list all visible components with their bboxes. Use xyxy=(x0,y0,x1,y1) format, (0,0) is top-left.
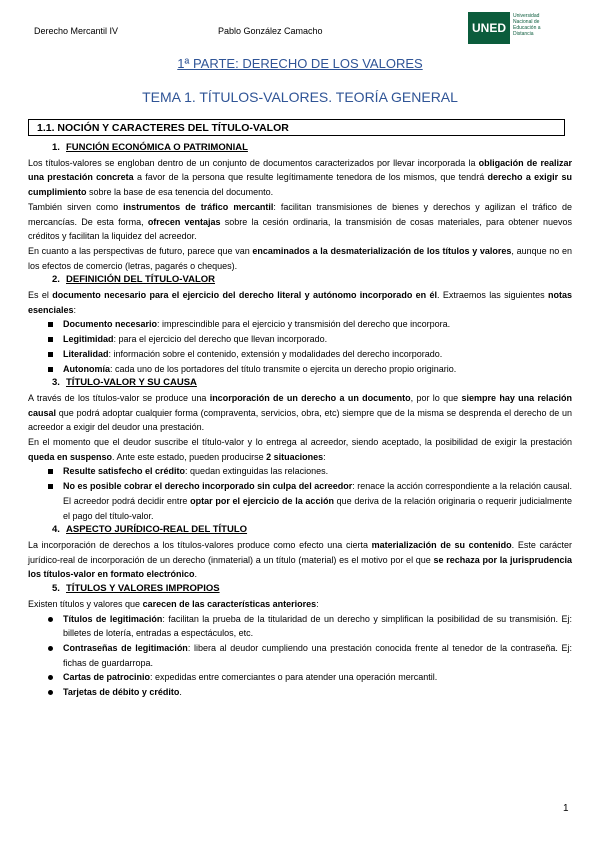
list-item: Autonomía: cada uno de los portadores del título transmite o ejercita un derecho propio originario. xyxy=(28,362,572,377)
paragraph: En el momento que el deudor suscribe el título-valor y lo entrega al acreedor, siendo aceptado, la posibilidad de exigir la prestación queda en suspenso. Ante este estado, pueden producirse 2 situaciones: xyxy=(28,437,572,462)
section-title: TÍTULOS Y VALORES IMPROPIOS xyxy=(66,583,220,595)
list-item: Resulte satisfecho el crédito: quedan extinguidas las relaciones. xyxy=(28,464,572,479)
list-item: Tarjetas de débito y crédito. xyxy=(28,685,572,700)
square-bullet-list xyxy=(28,317,572,376)
paragraph: A través de los títulos-valor se produce una incorporación de un derecho a un documento, por lo que siempre hay una relación causal que podrá adoptar cualquier forma (compraventa, servicios, obra, etc) siempre que de la misma se desprenda el derecho de un acreedor a exigir del deudor una prestación. xyxy=(28,392,572,433)
round-bullet-list xyxy=(28,612,572,700)
section-title: DEFINICIÓN DEL TÍTULO-VALOR xyxy=(66,274,216,286)
paragraph: En cuanto a las perspectivas de futuro, parece que van encaminados a la desmaterialización de los títulos y valores, aunque no en los efectos de comercio (letras, pagarés o cheques). xyxy=(28,245,573,271)
logo-subtitle: Universidad Nacional de Educación a Distancia xyxy=(513,13,541,37)
paragraph: Es el documento necesario para el ejercicio del derecho literal y autónomo incorporado en él. Extraemos las siguientes notas esenciales: xyxy=(28,290,572,315)
paragraph: La incorporación de derechos a los títulos-valores produce como efecto una cierta materialización de su contenido. Este carácter jurídico-real de incorporación de un derecho (inmaterial) a un título (material) es el motivo por el que se rechaza por la jurisprudencia los títulos-valor en formato electrónico. xyxy=(28,539,573,580)
uned-logo xyxy=(468,12,550,44)
section-number: 1. xyxy=(52,142,60,153)
header-subject: Derecho Mercantil IV xyxy=(34,26,119,36)
header-author: Pablo González Camacho xyxy=(218,26,323,36)
document-body xyxy=(28,141,572,700)
section-heading xyxy=(28,141,572,156)
logo-mark: UNED xyxy=(468,12,510,44)
part-title: 1ª PARTE: DERECHO DE LOS VALORES xyxy=(177,56,423,71)
section-title: TÍTULO-VALOR Y SU CAUSA xyxy=(66,377,197,389)
section-box-title: 1.1. NOCIÓN Y CARACTERES DEL TÍTULO-VALOR xyxy=(28,119,565,136)
section-number: 3. xyxy=(52,377,60,389)
section-heading xyxy=(28,376,572,391)
paragraph: Existen títulos y valores que carecen de las características anteriores: xyxy=(28,598,319,609)
square-bullet-list xyxy=(28,464,572,523)
paragraph: También sirven como instrumentos de tráfico mercantil: facilitan transmisiones de bienes y derechos y agilizan el tráfico de mercancías. De esta forma, ofrecen ventajas sobre la cesión ordinaria, la transmisión de cosas materiales, para obtener nuevos créditos y facilitan la liquidez del acreedor. xyxy=(28,201,572,242)
section-number: 4. xyxy=(52,524,60,536)
tema-title: TEMA 1. TÍTULOS-VALORES. TEORÍA GENERAL xyxy=(142,89,458,105)
section-heading xyxy=(28,523,572,538)
section-heading xyxy=(28,582,572,597)
section-title: ASPECTO JURÍDICO-REAL DEL TÍTULO xyxy=(66,524,248,536)
page-number: 1 xyxy=(563,803,569,814)
list-item: Legitimidad: para el ejercicio del derecho que llevan incorporado. xyxy=(28,332,572,347)
section-number: 5. xyxy=(52,583,60,595)
list-item: Literalidad: información sobre el contenido, extensión y modalidades del derecho incorporado. xyxy=(28,347,572,362)
list-item: Títulos de legitimación: facilitan la prueba de la titularidad de un derecho y simplifican la posibilidad de su transmisión. Ej: billetes de lotería, entradas a espectáculos, etc. xyxy=(28,612,572,641)
list-item: No es posible cobrar el derecho incorporado sin culpa del acreedor: renace la acción correspondiente a la relación causal. El acreedor podrá decidir entre optar por el ejercicio de la acción que deriva de la relación originaria o requerir judicialmente el pago del título-valor. xyxy=(28,479,572,523)
paragraph: Los títulos-valores se engloban dentro de un conjunto de documentos caracterizados por llevar incorporada la obligación de realizar una prestación concreta a favor de la persona que resulte legítimamente tenedora de los mismos, que tendrá derecho a exigir su cumplimiento sobre la base de esa tenencia del documento. xyxy=(28,157,572,198)
section-heading xyxy=(28,273,572,288)
list-item: Contraseñas de legitimación: libera al deudor cumpliendo una prestación conocida frente al tenedor de la contraseña. Ej: fichas de guardarropa. xyxy=(28,641,572,670)
section-title: FUNCIÓN ECONÓMICA O PATRIMONIAL xyxy=(66,142,248,153)
list-item: Documento necesario: imprescindible para el ejercicio y transmisión del derecho que incorpora. xyxy=(28,317,572,332)
section-number: 2. xyxy=(52,274,60,286)
list-item: Cartas de patrocinio: expedidas entre comerciantes o para atender una operación mercantil. xyxy=(28,670,572,685)
